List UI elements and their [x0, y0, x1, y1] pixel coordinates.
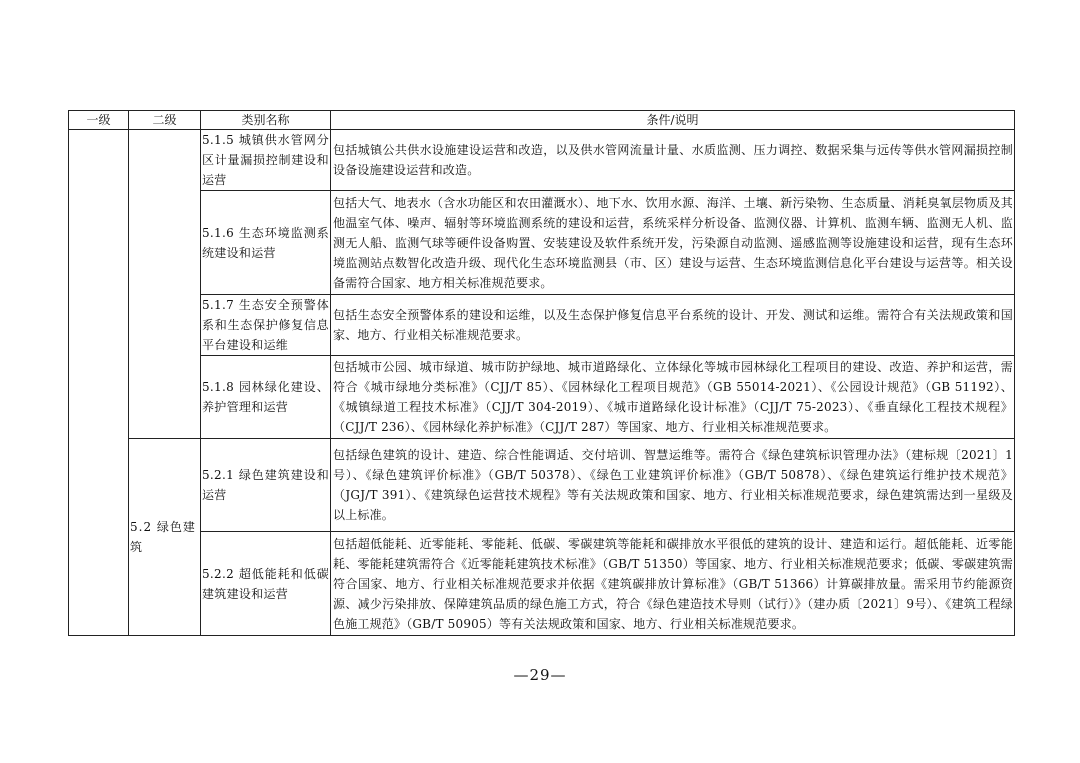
description-cell: 包括超低能耗、近零能耗、零能耗、低碳、零碳建筑等能耗和碳排放水平很低的建筑的设计、建造和运行。超低能耗、近零能耗、零能耗建筑需符合《近零能耗建筑技术标准》（GB/T 51350）等国家、地方、行业相关标准规范要求；低碳、零碳建筑需符合国家、地方、行业相关标准规范要求并依据《建筑碳排放计算标准》（GB/T 51366）计算碳排放量。需采用节约能源资源、减少污染排放、保障建筑品质的绿色施工方式，符合《绿色建造技术导则（试行）》（建办质〔2021〕9号）、《建筑工程绿色施工规范》（GB/T 50905）等有关法规政策和国家、地方、行业相关标准规范要求。: [331, 532, 1015, 636]
table-header-row: [69, 111, 1015, 130]
description-cell: 包括城市公园、城市绿道、城市防护绿地、城市道路绿化、立体绿化等城市园林绿化工程项目的建设、改造、养护和运营，需符合《城市绿地分类标准》（CJJ/T 85）、《园林绿化工程项目规范》（GB 55014-2021）、《公园设计规范》（GB 51192）、《城镇绿道工程技术标准》（CJJ/T 304-2019）、《城市道路绿化设计标准》（CJJ/T 75-2023）、《垂直绿化工程技术规程》（CJJ/T 236）、《园林绿化养护标准》（CJJ/T 287）等国家、地方、行业相关标准规范要求。: [331, 356, 1015, 439]
header-conditions: 条件/说明: [331, 111, 1015, 130]
description-cell: 包括生态安全预警体系的建设和运维，以及生态保护修复信息平台系统的设计、开发、测试和运维。需符合有关法规政策和国家、地方、行业相关标准规范要求。: [331, 295, 1015, 356]
header-category-name: 类别名称: [201, 111, 331, 130]
description-cell: 包括城镇公共供水设施建设运营和改造，以及供水管网流量计量、水质监测、压力调控、数据采集与远传等供水管网漏损控制设备设施建设运营和改造。: [331, 130, 1015, 191]
table-row: [69, 130, 1015, 191]
table-row: [69, 191, 1015, 295]
page-number: —29—: [513, 666, 567, 684]
table-row: [69, 532, 1015, 636]
header-level-1: 一级: [69, 111, 129, 130]
category-cell: 5.1.7 生态安全预警体系和生态保护修复信息平台建设和运维: [201, 295, 331, 356]
category-cell: 5.1.8 园林绿化建设、养护管理和运营: [201, 356, 331, 439]
description-cell: 包括绿色建筑的设计、建造、综合性能调适、交付培训、智慧运维等。需符合《绿色建筑标识管理办法》（建标规〔2021〕1号）、《绿色建筑评价标准》（GB/T 50378）、《绿色工业建筑评价标准》（GB/T 50878）、《绿色建筑运行维护技术规范》（JGJ/T 391）、《建筑绿色运营技术规程》等有关法规政策和国家、地方、行业相关标准规范要求，绿色建筑需达到一星级及以上标准。: [331, 439, 1015, 532]
table-row: [69, 356, 1015, 439]
table-row: [69, 439, 1015, 532]
table-row: [69, 295, 1015, 356]
level-1-cell: [69, 130, 129, 636]
level-2-green-building: 5.2 绿色建筑: [129, 439, 201, 636]
standards-table: [68, 110, 1015, 636]
category-cell: 5.2.2 超低能耗和低碳建筑建设和运营: [201, 532, 331, 636]
description-cell: 包括大气、地表水（含水功能区和农田灌溉水）、地下水、饮用水源、海洋、土壤、新污染物、生态质量、消耗臭氧层物质及其他温室气体、噪声、辐射等环境监测系统的建设和运营，系统采样分析设备、监测仪器、计算机、监测车辆、监测无人机、监测无人船、监测气球等硬件设备购置、安装建设及软件系统开发，污染源自动监测、遥感监测等设施建设和运营，现有生态环境监测站点数智化改造升级、现代化生态环境监测县（市、区）建设与运营、生态环境监测信息化平台建设与运营等。相关设备需符合国家、地方相关标准规范要求。: [331, 191, 1015, 295]
header-level-2: 二级: [129, 111, 201, 130]
level-2-cell-empty: [129, 130, 201, 439]
category-cell: 5.1.5 城镇供水管网分区计量漏损控制建设和运营: [201, 130, 331, 191]
category-cell: 5.2.1 绿色建筑建设和运营: [201, 439, 331, 532]
category-cell: 5.1.6 生态环境监测系统建设和运营: [201, 191, 331, 295]
